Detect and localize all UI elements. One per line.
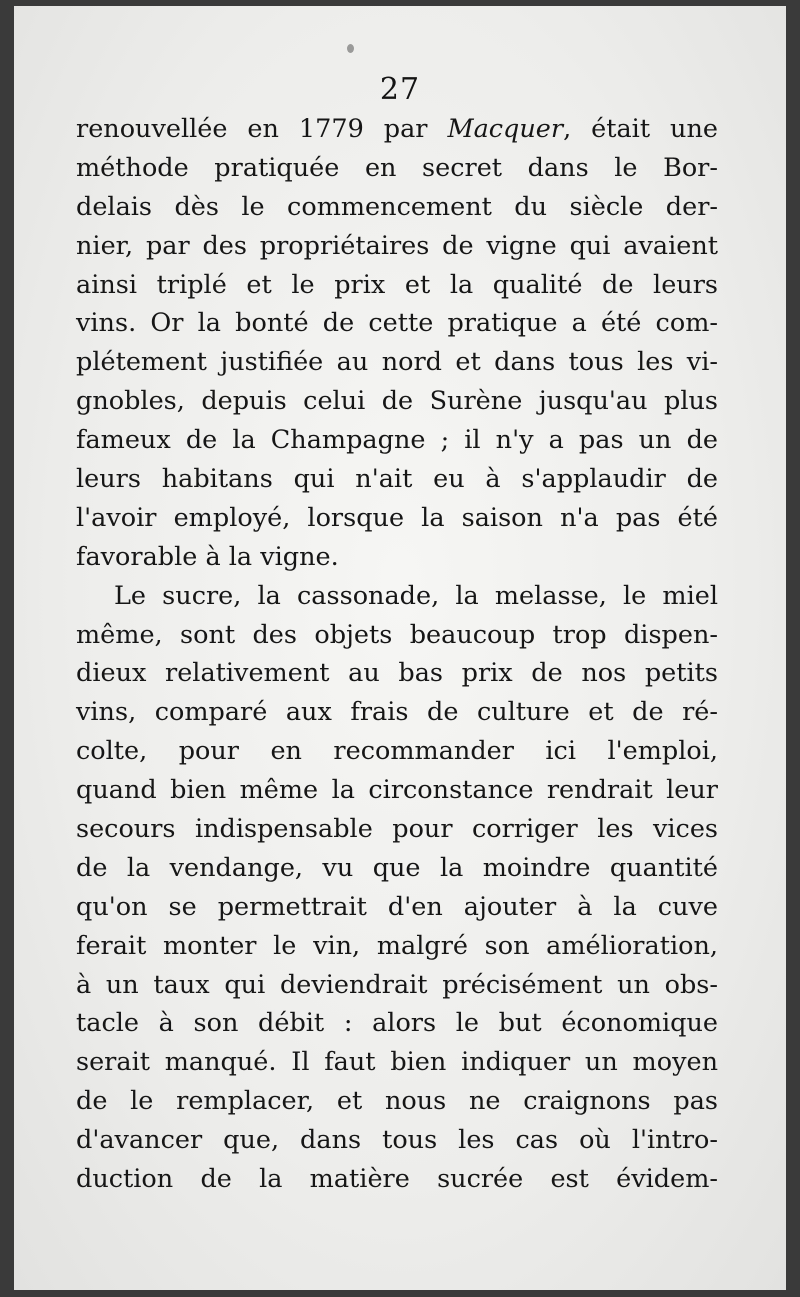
text-line: ferait monter le vin, malgré son amélioration, [76, 930, 718, 961]
text-line: méthode pratiquée en secret dans le Bor- [76, 152, 718, 183]
text-line: renouvellée en 1779 par Macquer, était une [76, 114, 718, 144]
page-number: 27 [379, 72, 421, 107]
text-line: à un taux qui deviendrait précisément un obs- [76, 969, 718, 1000]
text-line: vins. Or la bonté de cette pratique a été com- [76, 308, 718, 339]
paragraph-end-line: favorable à la vigne. [76, 541, 339, 572]
body-text [76, 110, 718, 1199]
text-line: quand bien même la circonstance rendrait leur [76, 775, 718, 806]
book-page [14, 6, 786, 1290]
text-line: dieux relativement au bas prix de nos petits [76, 658, 718, 689]
text-line: de le remplacer, et nous ne craignons pas [76, 1086, 718, 1117]
text-line: l'avoir employé, lorsque la saison n'a pas été [76, 502, 718, 533]
text-line: nier, par des propriétaires de vigne qui avaient [76, 230, 718, 261]
text-line: delais dès le commencement du siècle der- [76, 191, 718, 222]
text-line: tacle à son débit : alors le but économique [76, 1008, 718, 1039]
text-line: duction de la matière sucrée est évidem- [76, 1164, 718, 1195]
text-line: ainsi triplé et le prix et la qualité de leurs [76, 269, 718, 300]
text-line: de la vendange, vu que la moindre quantité [76, 852, 718, 883]
italic-name: Macquer [447, 114, 564, 144]
text-line: leurs habitans qui n'ait eu à s'applaudir de [76, 464, 718, 495]
text-line: fameux de la Champagne ; il n'y a pas un de [76, 425, 718, 456]
text-line: même, sont des objets beaucoup trop dispen- [76, 619, 718, 650]
text-line: secours indispensable pour corriger les vices [76, 814, 718, 845]
ink-spot [347, 44, 354, 53]
text-line: vins, comparé aux frais de culture et de ré- [76, 697, 718, 728]
paragraph-start-line: Le sucre, la cassonade, la melasse, le miel [114, 580, 718, 611]
text-line: d'avancer que, dans tous les cas où l'intro- [76, 1125, 718, 1156]
text-line: plétement justifiée au nord et dans tous les vi- [76, 347, 718, 378]
text-line: gnobles, depuis celui de Surène jusqu'au plus [76, 386, 718, 417]
text-line: colte, pour en recommander ici l'emploi, [76, 736, 718, 767]
text-line: qu'on se permettrait d'en ajouter à la cuve [76, 891, 718, 922]
text-line: serait manqué. Il faut bien indiquer un moyen [76, 1047, 718, 1078]
